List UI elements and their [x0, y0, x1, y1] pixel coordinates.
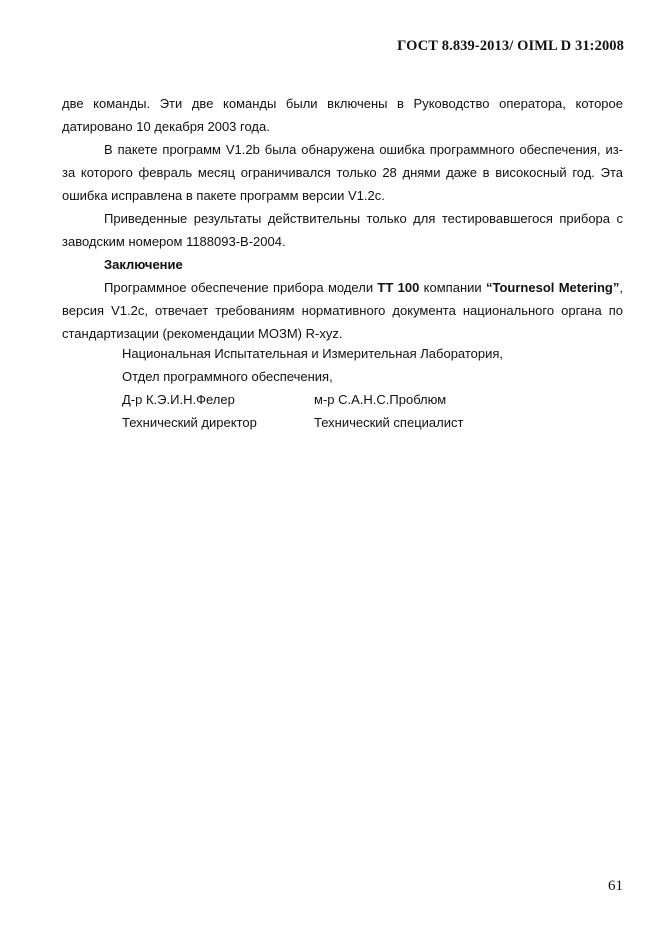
- signatory-name: Д-р К.Э.И.Н.Фелер: [122, 392, 235, 407]
- document-body: [62, 92, 623, 345]
- section-heading: Заключение: [104, 257, 183, 272]
- signature-block: [122, 342, 503, 434]
- signatory-title: Технический специалист: [314, 415, 464, 430]
- model-name: TT 100: [377, 280, 420, 295]
- conclusion-text: Программное обеспечение прибора модели: [104, 280, 378, 295]
- document-header: ГОСТ 8.839-2013/ OIML D 31:2008: [397, 38, 624, 54]
- conclusion-paragraph: [62, 276, 623, 345]
- conclusion-text: компании: [419, 280, 486, 295]
- page-number: 61: [608, 878, 623, 894]
- signatory-title: Технический директор: [122, 415, 257, 430]
- department-name: Отдел программного обеспечения,: [122, 369, 333, 384]
- signatory-name: м-р С.А.Н.С.Проблюм: [314, 392, 447, 407]
- conclusion-text: , версия V1.2c, отвечает требованиям нормативного документа национального органа по стандартизации (рекомендации МОЗМ) R-xyz.: [62, 280, 624, 341]
- paragraph: В пакете программ V1.2b была обнаружена ошибка программного обеспечения, из-за которого февраль месяц ограничивался только 28 днями даже в високосный год. Эта ошибка исправлена в пакете программ версии V1.2c.: [62, 142, 623, 203]
- signature-titles-row: [122, 411, 503, 434]
- signature-names-row: [122, 388, 503, 411]
- paragraph: две команды. Эти две команды были включены в Руководство оператора, которое датировано 10 декабря 2003 года.: [62, 96, 623, 134]
- paragraph: Приведенные результаты действительны только для тестировавшегося прибора с заводским номером 1188093-B-2004.: [62, 211, 623, 249]
- lab-name: Национальная Испытательная и Измерительная Лаборатория,: [122, 346, 504, 361]
- company-name: “Tournesol Metering”: [486, 280, 620, 295]
